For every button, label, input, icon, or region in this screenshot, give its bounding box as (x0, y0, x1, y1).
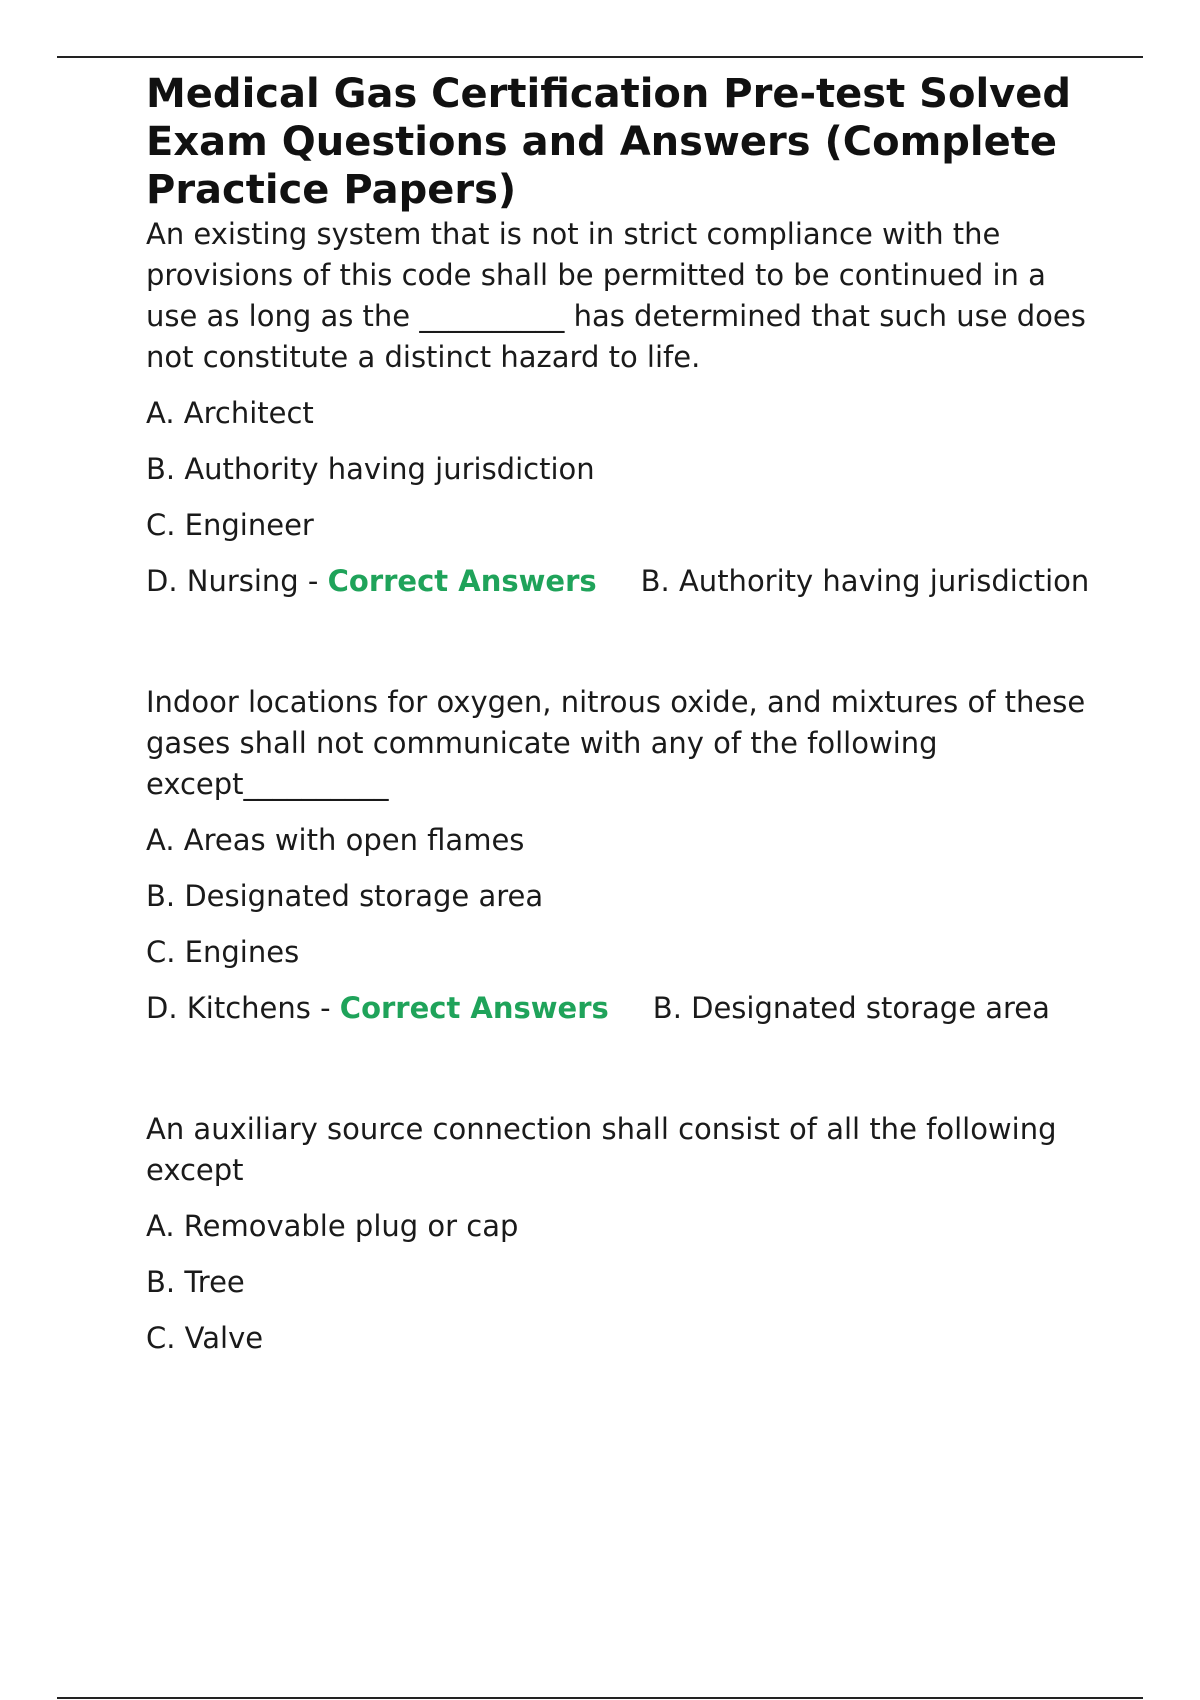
document-body (146, 70, 1106, 1359)
option-c: C. Valve (146, 1321, 264, 1355)
option-b: B. Tree (146, 1265, 245, 1299)
option-d-with-answer (146, 988, 1106, 1029)
option-b: B. Designated storage area (146, 879, 544, 913)
option-a: A. Architect (146, 396, 314, 430)
answer-text: B. Designated storage area (652, 991, 1050, 1025)
question-block-2 (146, 682, 1106, 1029)
option-a: A. Removable plug or cap (146, 1209, 519, 1243)
question-block-3 (146, 1109, 1106, 1359)
question-text: An existing system that is not in strict compliance with the provisions of this code shall be permitted to be continued in a use as long as the __________ has determined that such use does not constitute a distinct hazard to life. (146, 217, 1086, 374)
question-text: An auxiliary source connection shall consist of all the following except (146, 1112, 1057, 1187)
top-rule (57, 56, 1143, 58)
option-d-with-answer (146, 561, 1106, 602)
correct-answers-label: Correct Answers (327, 564, 597, 598)
option-d: D. Nursing (146, 564, 299, 598)
option-d: D. Kitchens (146, 991, 311, 1025)
correct-answers-label: Correct Answers (339, 991, 609, 1025)
answer-text: B. Authority having jurisdiction (640, 564, 1090, 598)
option-b: B. Authority having jurisdiction (146, 452, 595, 486)
option-c: C. Engineer (146, 508, 314, 542)
answer-separator: - (310, 991, 340, 1025)
option-a: A. Areas with open flames (146, 823, 525, 857)
question-text: Indoor locations for oxygen, nitrous oxide, and mixtures of these gases shall not communicate with any of the following except__________ (146, 685, 1086, 801)
option-c: C. Engines (146, 935, 300, 969)
document-title: Medical Gas Certification Pre-test Solved Exam Questions and Answers (Complete Practice Papers) (146, 71, 1071, 213)
question-block-1 (146, 214, 1106, 602)
bottom-rule (57, 1697, 1143, 1699)
answer-separator: - (298, 564, 328, 598)
